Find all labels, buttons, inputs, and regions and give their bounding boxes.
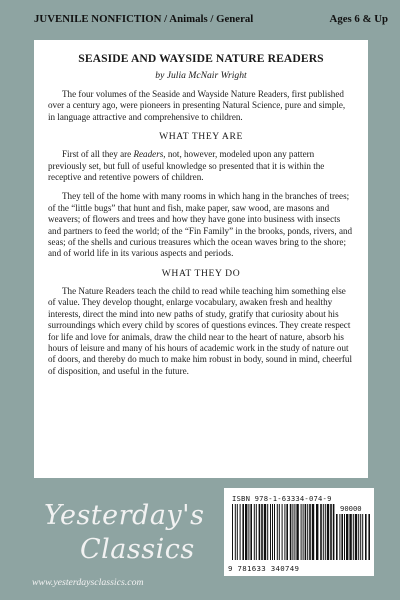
section1-paragraph-2: They tell of the home with many rooms in which hang in the branches of trees; of the “little bugs” that hunt and fish, make paper, saw wood, are masons and weavers; of flowers and trees and how they have gone into business with insects and partners to feed the world; of the “Fin Family” in the brooks, ponds, rivers, and seas; of the shells and curious treasures which the ocean waves bring to the shore; and of world life in its various aspects and periods. xyxy=(48,191,353,259)
publisher-logo xyxy=(20,500,230,590)
section-heading-what-they-are: WHAT THEY ARE xyxy=(159,131,243,143)
publisher-website: www.yesterdaysclassics.com xyxy=(32,577,144,588)
price-barcode xyxy=(336,514,370,560)
description-panel xyxy=(34,40,368,478)
logo-line-1: Yesterday's xyxy=(44,500,205,531)
barcode-box xyxy=(224,488,374,576)
age-label: Ages 6 & Up xyxy=(329,13,388,25)
isbn-label: ISBN 978-1-63334-074-9 xyxy=(232,494,332,503)
author-byline: by Julia McNair Wright xyxy=(155,70,247,81)
logo-line-2: Classics xyxy=(80,534,195,565)
category-bar xyxy=(0,0,400,38)
category-label: JUVENILE NONFICTION / Animals / General xyxy=(34,13,254,25)
price-code: 90000 xyxy=(340,504,362,513)
ean-digits: 9 781633 340749 xyxy=(228,564,300,573)
section1-paragraph-1-text: First of all they are Readers, not, however, modeled upon any pattern previously set, but full of useful knowledge so presented that it is within the receptive and retentive powers of children. xyxy=(48,149,325,183)
section2-paragraph-1: The Nature Readers teach the child to read while teaching him something else of value. They develop thought, enlarge vocabulary, awaken fresh and healthy interests, direct the mind into new paths of study, gratify that curiosity about his surroundings which every child by scores of questions evinces. They create respect for life and love for animals, draw the child near to the heart of nature, absorb his hours of leisure and many of his hours of academic work in the study of nature out of doors, and thereby do much to make him robust in body, sound in mind, cheerful of disposition, and useful in the future. xyxy=(48,285,352,376)
readers-emphasis: Readers xyxy=(133,149,164,160)
section-heading-what-they-do: WHAT THEY DO xyxy=(161,267,241,279)
ean-barcode xyxy=(232,504,336,560)
intro-paragraph: The four volumes of the Seaside and Wayside Nature Readers, first published over a century ago, were pioneers in presenting Natural Science, pure and simple, in language attractive and comprehensive to children. xyxy=(48,89,346,122)
book-title: SEASIDE AND WAYSIDE NATURE READERS xyxy=(78,52,324,65)
section1-paragraph-1 xyxy=(48,149,354,183)
